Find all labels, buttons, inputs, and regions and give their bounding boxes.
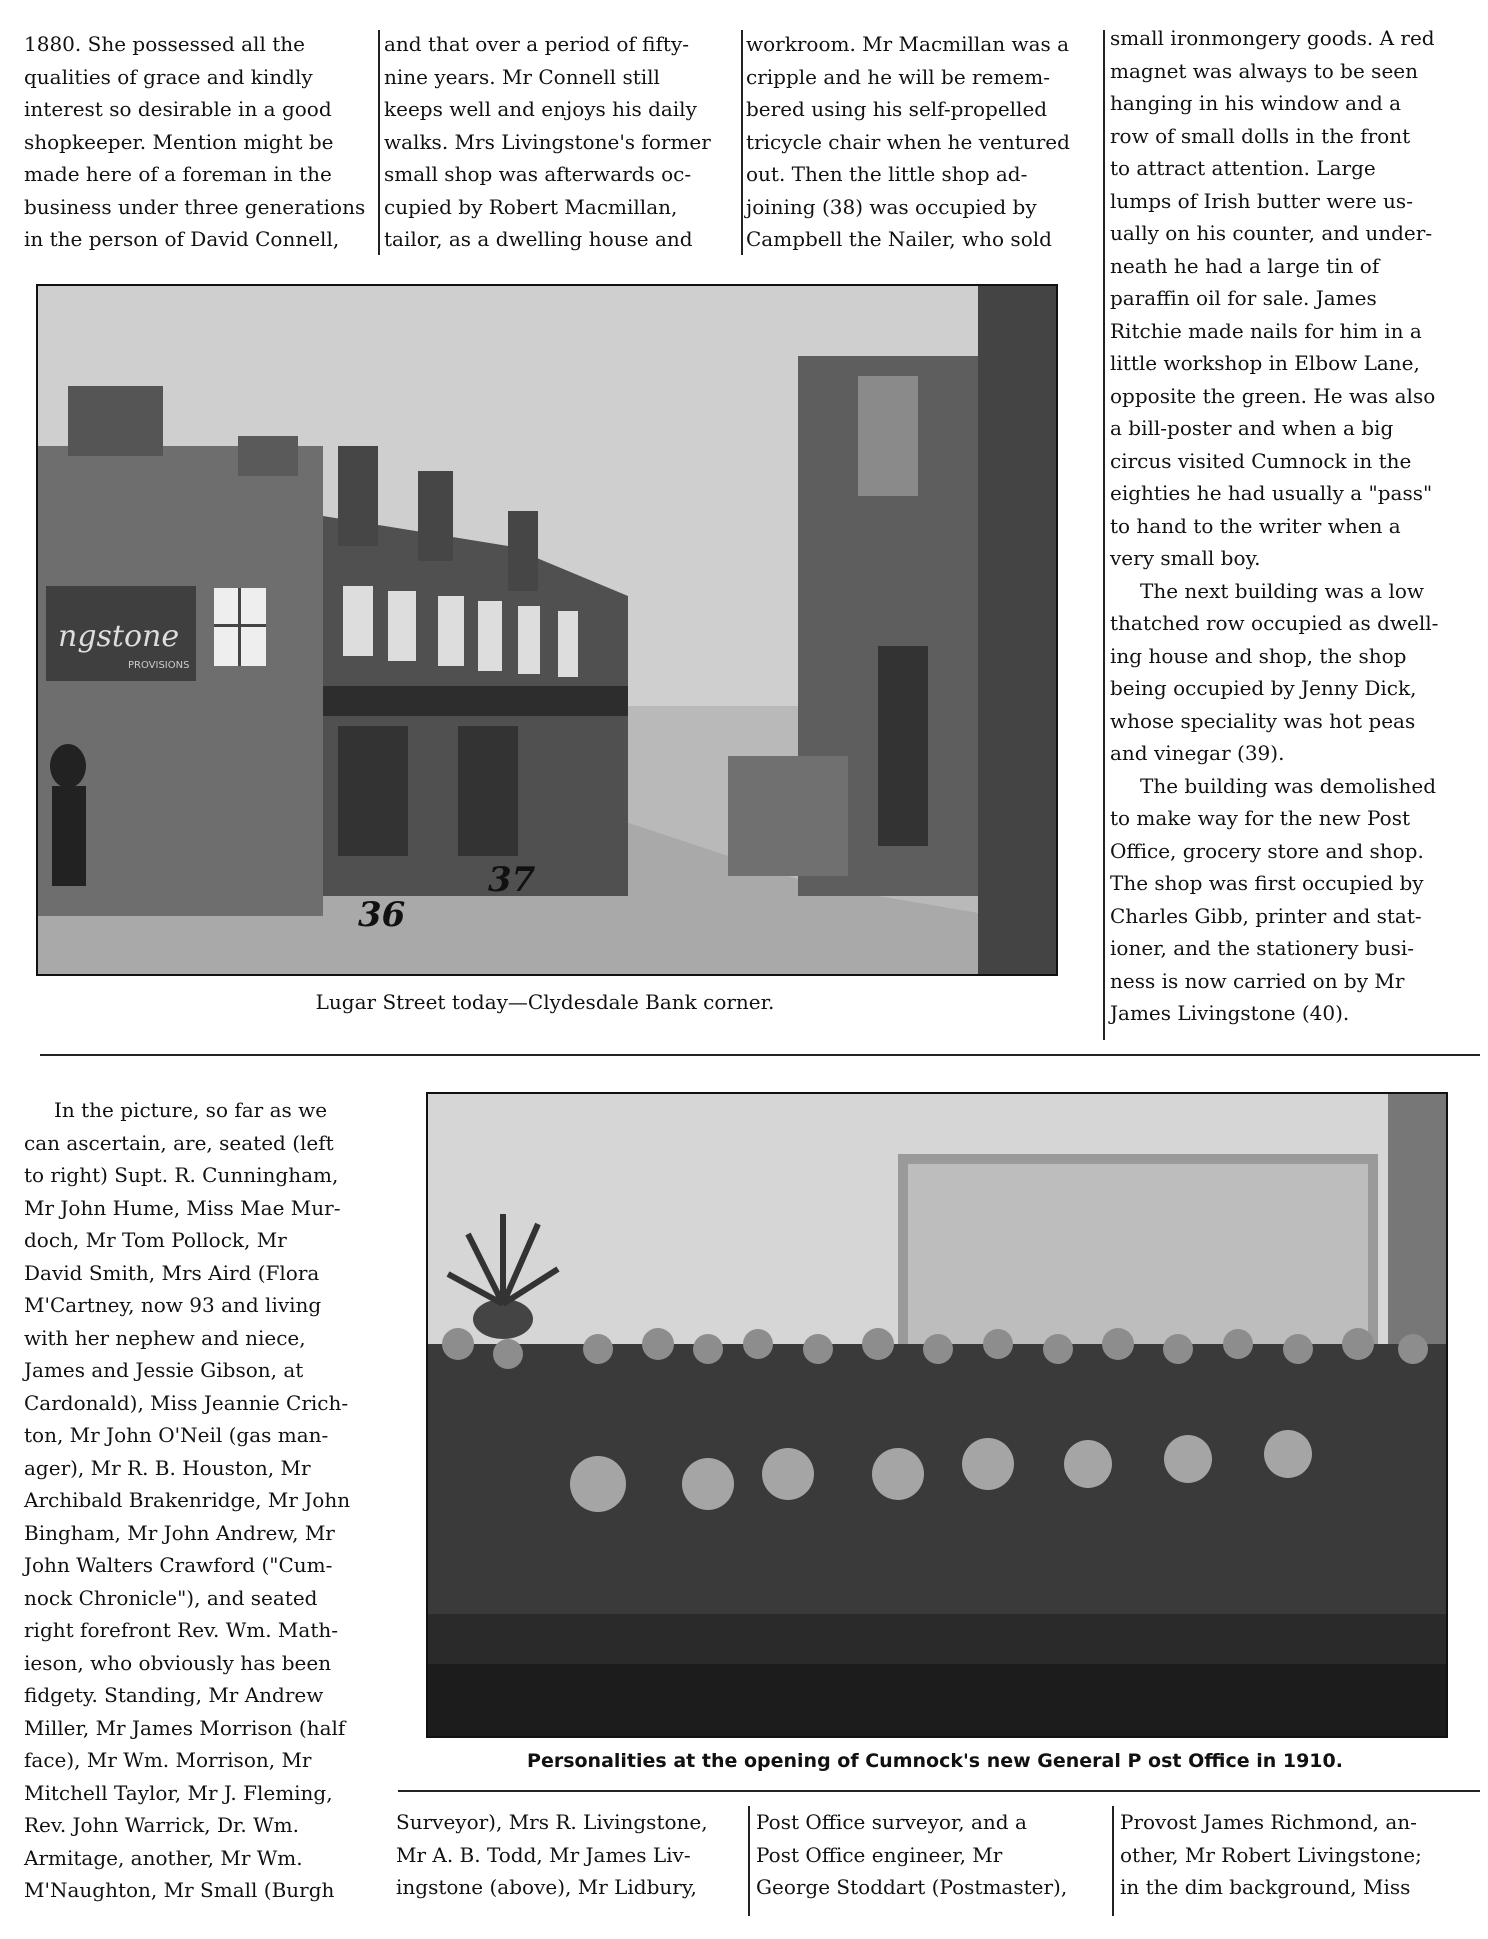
shop-sign-subtext: PROVISIONS bbox=[128, 660, 190, 671]
text-line: Post Office engineer, Mr bbox=[756, 1842, 1003, 1867]
photo-label-36: 36 bbox=[358, 895, 406, 935]
text-line: David Smith, Mrs Aird (Flora bbox=[24, 1260, 320, 1285]
text-line: thatched row occupied as dwell- bbox=[1110, 611, 1439, 635]
text-line: in the dim background, Miss bbox=[1120, 1875, 1411, 1899]
text-line: Cardonald), Miss Jeannie Crich- bbox=[24, 1390, 349, 1415]
street-photo-caption: Lugar Street today—Clydesdale Bank corner. bbox=[315, 990, 775, 1014]
text-line: ingstone (above), Mr Lidbury, bbox=[396, 1875, 697, 1899]
column-divider bbox=[1112, 1806, 1114, 1916]
text-line: George Stoddart (Postmaster), bbox=[756, 1875, 1068, 1899]
street-photo bbox=[36, 284, 1058, 976]
text-line: James and Jessie Gibson, at bbox=[24, 1358, 304, 1382]
group-portrait-illustration bbox=[428, 1094, 1446, 1736]
text-line: business under three generations bbox=[24, 194, 366, 219]
text-line: to hand to the writer when a bbox=[1110, 513, 1401, 538]
text-line: In the picture, so far as we bbox=[54, 1098, 328, 1122]
text-line: cripple and he will be remem- bbox=[746, 64, 1050, 89]
text-line: The next building was a low bbox=[1140, 578, 1425, 603]
group-photo bbox=[426, 1092, 1448, 1738]
text-line: hanging in his window and a bbox=[1110, 91, 1402, 115]
top-col-4 bbox=[1110, 22, 1474, 1030]
text-line: M'Cartney, now 93 and living bbox=[24, 1293, 322, 1317]
text-line: out. Then the little shop ad- bbox=[746, 162, 1028, 186]
text-line: and vinegar (39). bbox=[1110, 741, 1285, 765]
text-line: The building was demolished bbox=[1140, 773, 1437, 798]
text-line: small ironmongery goods. A red bbox=[1110, 26, 1435, 50]
section-divider bbox=[40, 1054, 1480, 1056]
text-line: James Livingstone (40). bbox=[1110, 1001, 1350, 1025]
text-line: Office, grocery store and shop. bbox=[1110, 838, 1424, 863]
column-divider bbox=[1103, 30, 1105, 1040]
text-line: ing house and shop, the shop bbox=[1110, 643, 1407, 668]
text-line: in the person of David Connell, bbox=[24, 227, 340, 251]
column-divider bbox=[741, 30, 743, 255]
text-line: Mitchell Taylor, Mr J. Fleming, bbox=[24, 1780, 333, 1805]
text-line: made here of a foreman in the bbox=[24, 162, 332, 186]
bottom-divider bbox=[398, 1790, 1480, 1792]
text-line: ioner, and the stationery busi- bbox=[1110, 936, 1415, 960]
text-line: ieson, who obviously has been bbox=[24, 1650, 332, 1675]
text-line: Rev. John Warrick, Dr. Wm. bbox=[24, 1813, 299, 1837]
text-line: opposite the green. He was also bbox=[1110, 383, 1436, 408]
text-line: ness is now carried on by Mr bbox=[1110, 968, 1405, 993]
bottom-col-3 bbox=[756, 1806, 1108, 1904]
bottom-col-2 bbox=[396, 1806, 746, 1904]
text-line: qualities of grace and kindly bbox=[24, 64, 313, 89]
text-line: Mr John Hume, Miss Mae Mur- bbox=[24, 1195, 341, 1220]
text-line: being occupied by Jenny Dick, bbox=[1110, 676, 1417, 700]
text-line: Post Office surveyor, and a bbox=[756, 1810, 1027, 1834]
text-line: nine years. Mr Connell still bbox=[384, 64, 660, 89]
group-photo-caption: Personalities at the opening of Cumnock's new General P ost Office in 1910. bbox=[527, 1750, 1343, 1772]
text-line: and that over a period of fifty- bbox=[384, 32, 690, 56]
text-line: whose speciality was hot peas bbox=[1110, 708, 1416, 733]
text-line: Archibald Brakenridge, Mr John bbox=[24, 1488, 351, 1512]
text-line: nock Chronicle"), and seated bbox=[24, 1585, 318, 1610]
text-line: cupied by Robert Macmillan, bbox=[384, 194, 678, 219]
building-illustration bbox=[38, 286, 1056, 974]
top-col-3 bbox=[746, 28, 1102, 256]
text-line: Charles Gibb, printer and stat- bbox=[1110, 903, 1422, 928]
text-line: tricycle chair when he ventured bbox=[746, 129, 1070, 154]
bottom-col-4 bbox=[1120, 1806, 1480, 1904]
text-line: walks. Mrs Livingstone's former bbox=[384, 129, 711, 154]
text-line: shopkeeper. Mention might be bbox=[24, 129, 334, 154]
text-line: Provost James Richmond, an- bbox=[1120, 1810, 1417, 1834]
text-line: right forefront Rev. Wm. Math- bbox=[24, 1618, 339, 1642]
top-col-2 bbox=[384, 28, 734, 256]
text-line: doch, Mr Tom Pollock, Mr bbox=[24, 1228, 287, 1252]
photo-label-37: 37 bbox=[488, 860, 536, 900]
text-line: with her nephew and niece, bbox=[24, 1325, 306, 1350]
text-line: ton, Mr John O'Neil (gas man- bbox=[24, 1423, 329, 1447]
text-line: to right) Supt. R. Cunningham, bbox=[24, 1163, 339, 1187]
text-line: workroom. Mr Macmillan was a bbox=[746, 32, 1070, 56]
text-line: Campbell the Nailer, who sold bbox=[746, 227, 1052, 251]
text-line: can ascertain, are, seated (left bbox=[24, 1130, 334, 1155]
text-line: very small boy. bbox=[1110, 546, 1261, 570]
text-line: Ritchie made nails for him in a bbox=[1110, 318, 1422, 343]
text-line: bered using his self-propelled bbox=[746, 97, 1048, 121]
top-col-1 bbox=[24, 28, 370, 256]
shop-sign-text: ngstone bbox=[58, 619, 180, 654]
text-line: circus visited Cumnock in the bbox=[1110, 448, 1412, 473]
text-line: to make way for the new Post bbox=[1110, 806, 1410, 830]
text-line: to attract attention. Large bbox=[1110, 156, 1376, 180]
text-line: face), Mr Wm. Morrison, Mr bbox=[24, 1748, 312, 1772]
caption-column bbox=[24, 1094, 374, 1907]
text-line: interest so desirable in a good bbox=[24, 97, 332, 121]
text-line: a bill-poster and when a big bbox=[1110, 416, 1394, 440]
text-line: keeps well and enjoys his daily bbox=[384, 97, 697, 121]
text-line: Surveyor), Mrs R. Livingstone, bbox=[396, 1810, 708, 1834]
text-line: tailor, as a dwelling house and bbox=[384, 227, 693, 251]
text-line: eighties he had usually a "pass" bbox=[1110, 481, 1433, 505]
text-line: John Walters Crawford ("Cum- bbox=[24, 1553, 333, 1577]
text-line: fidgety. Standing, Mr Andrew bbox=[24, 1683, 324, 1707]
text-line: small shop was afterwards oc- bbox=[384, 162, 692, 186]
text-line: M'Naughton, Mr Small (Burgh bbox=[24, 1878, 335, 1902]
text-line: little workshop in Elbow Lane, bbox=[1110, 351, 1420, 375]
text-line: Bingham, Mr John Andrew, Mr bbox=[24, 1520, 335, 1545]
text-line: neath he had a large tin of bbox=[1110, 253, 1380, 278]
text-line: 1880. She possessed all the bbox=[24, 32, 305, 56]
text-line: Mr A. B. Todd, Mr James Liv- bbox=[396, 1842, 691, 1867]
text-line: ager), Mr R. B. Houston, Mr bbox=[24, 1455, 311, 1480]
text-line: Miller, Mr James Morrison (half bbox=[24, 1715, 346, 1740]
column-divider bbox=[378, 30, 380, 255]
column-divider bbox=[748, 1806, 750, 1916]
text-line: lumps of Irish butter were us- bbox=[1110, 188, 1413, 213]
text-line: joining (38) was occupied by bbox=[746, 194, 1037, 219]
text-line: magnet was always to be seen bbox=[1110, 58, 1418, 83]
text-line: paraffin oil for sale. James bbox=[1110, 286, 1377, 310]
text-line: The shop was first occupied by bbox=[1110, 871, 1424, 895]
text-line: other, Mr Robert Livingstone; bbox=[1120, 1842, 1422, 1867]
text-line: ually on his counter, and under- bbox=[1110, 221, 1433, 245]
text-line: row of small dolls in the front bbox=[1110, 123, 1411, 148]
text-line: Armitage, another, Mr Wm. bbox=[24, 1845, 303, 1870]
